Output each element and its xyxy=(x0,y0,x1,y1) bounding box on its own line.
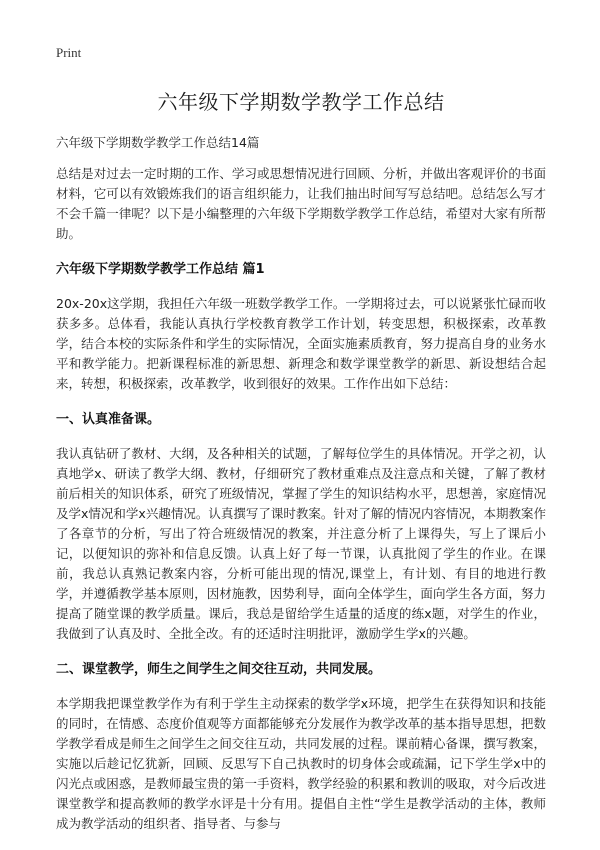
section-1-paragraph: 我认真钻研了教材、大纲，及各种相关的试题，了解每位学生的具体情况。开学之初，认真地学x、研读了教学大纲、教材，仔细研究了教材重难点及注意点和关键，了解了教材前后相关的知识体系，研究了班级情况，掌握了学生的知识结构水平，思想善，家庭情况及学x情况和学x兴趣情况。认真撰写了课时教案。针对了解的情况内容情况，本期教案作了各章节的分析，写出了符合班级情况的教案，并注意分析了上课得失，写上了课后小记，以便知识的弥补和信息反馈。认真上好了每一节课，认真批阅了学生的作业。在课前，我总认真熟记教案内容，分析可能出现的情况,课堂上，有计划、有目的地进行教学，并遵循教学基本原则，因材施教，因势利导，面向全体学生，面向学生各方面，努力提高了随堂课的教学质量。课后，我总是留给学生适量的适度的练x题，对学生的作业，我做到了认真及时、全批全改。有的还适时注明批评，激励学生学x的兴趣。 xyxy=(56,446,546,641)
document-page xyxy=(56,44,546,850)
print-label[interactable]: Print xyxy=(56,45,82,60)
intro-paragraph: 总结是对过去一定时期的工作、学习或思想情况进行回顾、分析，并做出客观评价的书面材料，它可以有效锻炼我们的语言组织能力，让我们抽出时间写写总结吧。总结怎么写才不会千篇一律呢？以下是小编整理的六年级下学期数学教学工作总结，希望对大家有所帮助。 xyxy=(56,166,546,241)
section-2-paragraph: 本学期我把课堂教学作为有利于学生主动探索的数学学x环境，把学生在获得知识和技能的同时，在情感、态度价值观等方面都能够充分发展作为教学改革的基本指导思想，把数学教学看成是师生之间学生之间交往互动，共同发展的过程。课前精心备课，撰写教案，实施以后趁记忆犹新，回顾、反思写下自己执教时的切身体会或疏漏，记下学生学x中的闪光点或困惑，是教师最宝贵的第一手资料，教学经验的积累和教训的吸取，对今后改进课堂教学和提高教师的教学水评是十分有用。提倡自主性“学生是教学活动的主体，教师成为教学活动的组织者、指导者、与参与 xyxy=(56,696,546,831)
article-intro-paragraph: 20x-20x这学期，我担任六年级一班数学教学工作。一学期将过去，可以说紧张忙碌而收获多多。总体看，我能认真执行学校教育教学工作计划，转变思想，积极探索，改革教学，结合本校的实际条件和学生的实际情况，全面实施素质教育，努力提高自身的业务水平和教学能力。把新课程标准的新思想、新理念和数学课堂教学的新思、新设想结合起来，转想，积极探索，改革教学，收到很好的效果。工作作出如下总结： xyxy=(56,296,546,391)
document-subtitle: 六年级下学期数学教学工作总结14篇 xyxy=(56,135,260,150)
section-2-heading: 二、课堂教学，师生之间学生之间交往互动，共同发展。 xyxy=(56,662,382,677)
document-title: 六年级下学期数学教学工作总结 xyxy=(157,90,445,114)
article-heading: 六年级下学期数学教学工作总结 篇1 xyxy=(56,262,265,277)
section-1-heading: 一、认真准备课。 xyxy=(56,412,161,427)
